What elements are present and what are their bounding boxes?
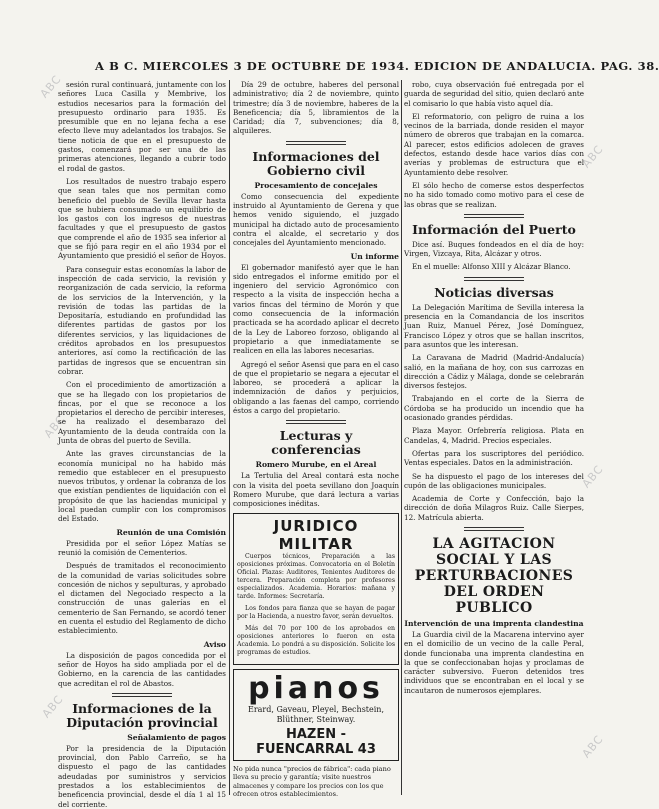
paragraph: El sólo hecho de comerse estos desperfectos no ha sido tomado como motivo para el cese de las obras que se realizan.	[404, 180, 584, 209]
paragraph: Se ha dispuesto el pago de los intereses del cupón de las obligaciones municipales.	[404, 471, 584, 490]
paragraph: Agregó el señor Asensi que para en el caso de que el propietario se negara a ejecutar el laboreo, se procederá a aplicar la indemnización de daños y perjuicios, obligando a las faenas del campo, corriendo éstos a cargo del propietario.	[233, 359, 399, 416]
divider	[286, 420, 346, 424]
watermark: ABC	[41, 412, 68, 441]
watermark: ABC	[579, 142, 606, 171]
column-2	[233, 80, 399, 798]
subheading: Procesamiento de concejales	[254, 180, 378, 190]
paragraph: sesión rural continuará, juntamente con los señores Luca Casilla y Membrive, los estudios necesarios para la formación del presupuesto ordinario para 1935. Es presumible que en no lejana fecha a ese efecto lleve muy adelantados los trabajos. Se tiene noticia de que en el presupuesto de gastos, comenzará por ser una de las primeras atenciones, llegando a cubrir todo el rodal de gastos.	[58, 80, 226, 173]
watermark: ABC	[579, 732, 606, 761]
paragraph: Trabajando en el corte de la Sierra de Córdoba se ha producido un incendio que ha ocasionado grandes pérdidas.	[404, 394, 584, 423]
paragraph: La Caravana de Madrid (Madrid-Andalucía) salió, en la mañana de hoy, con sus carrozas en dirección a Cádiz y Málaga, donde se celebrarán diversos festejos.	[404, 353, 584, 391]
paragraph: La Tertulia del Areal contará esta noche con la visita del poeta sevillano don Joaquín Romero Murube, que dará lectura a varias composiciones inéditas.	[233, 471, 399, 509]
headline: LA AGITACION SOCIAL Y LAS PERTURBACIONES DEL ORDEN PUBLICO	[414, 535, 574, 616]
divider	[112, 693, 172, 697]
store-address: HAZEN - FUENCARRAL 43	[256, 726, 376, 757]
paragraph: Como consecuencia del expediente instruido al Ayuntamiento de Gerena y que hemos venido siguiendo, el juzgado municipal ha dictado auto de procesamiento contra el alcalde, el secretario y dos concejales del Ayuntamiento mencionado.	[233, 191, 399, 248]
watermark: ABC	[37, 72, 64, 101]
paragraph: Academia de Corte y Confección, bajo la dirección de doña Milagros Ruiz. Calle Sierpes, 12. Matrícula abierta.	[404, 494, 584, 522]
headline: Información del Puerto	[412, 221, 576, 237]
paragraph: Los resultados de nuestro trabajo espero que sean tales que nos permitan como beneficio del pueblo de Sevilla llevar hasta que se hubiera consumado un equilibrio de los gastos con los ingresos de nuestras facultades y que el presupuesto de gastos que comprende el año de 1935 sea inferior al que se fijó para regir en el año 1934 por el Ayuntamiento que presidió el señor de Hoyos.	[58, 176, 226, 261]
divider	[286, 141, 346, 145]
subheading: Romero Murube, en el Areal	[255, 460, 377, 470]
column-rule	[401, 80, 402, 795]
headline: Informaciones de la Diputación provincial	[66, 700, 218, 730]
divider	[464, 277, 524, 281]
paragraph: Dice así. Buques fondeados en el día de hoy: Virgen, Vizcaya, Rita, Alcázar y otros.	[404, 239, 584, 259]
pianos-ad	[233, 669, 399, 761]
ad-text: Cuerpos técnicos, Preparación a las oposiciones próximas. Convocatoria en el Boletín Oficial. Plazas: Auditores, Tenientes Auditores de tercera. Preparación completa por profesores especializados. Academia. Horarios: mañana y tarde. Informes: Secretaría.	[237, 552, 395, 600]
headline: Lecturas y conferencias	[271, 428, 361, 458]
headline: Informaciones del Gobierno civil	[252, 148, 380, 178]
paragraph: En el muelle: Alfonso XIII y Alcázar Blanco.	[412, 262, 571, 272]
paragraph: Ante las graves circunstancias de la economía municipal no ha habido más remedio que establecer en el presupuesto nuevos tributos, y ordenar la cobranza de los que existían pendientes de liquidación con el propósito de que las haciendas municipal y local puedan cumplir con los compromisos del Estado.	[58, 449, 226, 524]
paragraph: Ofertas para los suscriptores del periódico. Ventas especiales. Datos en la administración.	[404, 448, 584, 468]
column-3	[404, 80, 584, 798]
watermark: ABC	[579, 462, 606, 491]
subheading: Reunión de una Comisión	[116, 527, 226, 537]
divider	[464, 214, 524, 218]
paragraph: Día 29 de octubre, haberes del personal administrativo; día 2 de noviembre, quinto trimestre; día 3 de noviembre, haberes de la Beneficencia; día 5, libramientos de la Caridad; día 7, subvenciones; día 8, alquileres.	[233, 80, 399, 136]
paragraph: Para conseguir estas economías la labor de inspección de cada servicio, la revisión y reorganización de cada servicio, la reforma de los servicios de la Intervención, y la revisión de todas las partidas de la Depositaría, estudiando en profundidad las diferentes partidas de gastos por los diferentes servicios, y las liquidaciones de créditos aprobados en los presupuestos anteriores, así como la rectificación de las partidas de ingresos que se encuentran sin cobrar.	[58, 264, 226, 376]
paragraph: Presidida por el señor López Matías se reunió la comisión de Cementerios.	[58, 538, 226, 557]
ad-title: JURIDICO MILITAR	[273, 516, 359, 553]
subheading: Intervención de una imprenta clandestina	[404, 618, 584, 628]
paragraph: La Guardia civil de la Macarena intervino ayer en el domicilio de un vecino de la calle Peral, donde funcionaba una imprenta clandestina en la que se confeccionaban hojas y proclamas de carácter subversivo. Fueron detenidos tres individuos que se encontraban en el local y se incautaron de numerosos ejemplares.	[404, 629, 584, 695]
paragraph: Plaza Mayor. Orfebrería religiosa. Plata en Candelas, 4, Madrid. Precios especiales.	[404, 426, 584, 445]
paragraph: Con el procedimiento de amortización a que se ha llegado con los propietarios de fincas, por el que se reconoce a los propietarios el derecho de percibir intereses, se ha realizado el desembarazo del Ayuntamiento de la deuda contraída con la Junta de obras del puerto de Sevilla.	[58, 380, 226, 445]
divider	[464, 527, 524, 531]
page-header: A B C. MIERCOLES 3 DE OCTUBRE DE 1934. EDICION DE ANDALUCIA. PAG. 38.	[95, 59, 659, 73]
paragraph: La disposición de pagos concedida por el señor de Hoyos ha sido ampliada por el de Gobierno, en la carencia de las cantidades que acreditan el rol de Abastos.	[58, 650, 226, 688]
ad-text: Los fondos para fianza que se hayan de pagar por la Hacienda, a nuestro favor, serán devueltos.	[237, 604, 395, 620]
subheading: Aviso	[203, 639, 226, 649]
paragraph: Por la presidencia de la Diputación provincial, don Pablo Carreño, se ha dispuesto el pago de las cantidades adeudadas por suministros y servicios prestados a los establecimientos de beneficencia provincial, desde el día 1 al 15 del corriente.	[58, 743, 226, 809]
ad-text: Más del 70 por 100 de los aprobados en oposiciones anteriores lo fueron en esta Academia. Lo pondrá a su disposición. Solicite los programas de estudios.	[237, 624, 395, 656]
column-rule	[229, 80, 230, 795]
ad-note: No pida nunca "precios de fábrica": cada piano lleva su precio y garantía; visite nuestros almacenes y compare los precios con los que ofrecen otros establecimientos.	[233, 764, 391, 798]
column-1	[58, 80, 226, 809]
juridico-militar-ad	[233, 513, 399, 665]
paragraph: Después de tramitados el reconocimiento de la comunidad de varias solicitudes sobre concesión de nichos y sepulturas, y aprobado el dictamen del Negociado respecto a la construcción de unas galerías en el cementerio de San Fernando, se acordó tener en cuenta el estudio del Reglamento de dicho establecimiento.	[58, 561, 226, 636]
paragraph: El gobernador manifestó ayer que le han sido entregados el informe emitido por el ingeniero del servicio Agronómico con respecto a la visita de inspección hecha a varios fincas del término de Morón y que como consecuencia de la información practicada se ha acordado aplicar el decreto de la Ley de Laboreo forzoso, obligando al propietario a que inmediatamente se realicen en ella las labores necesarias.	[233, 262, 399, 356]
subheading: Señalamiento de pagos	[127, 732, 226, 742]
paragraph: robo, cuya observación fué entregada por el guarda de seguridad del sitio, quien declaró ante el comisario lo que había visto aquel día.	[404, 80, 584, 108]
headline: Noticias diversas	[434, 284, 554, 300]
brands-list: Erard, Gaveau, Pleyel, Bechstein, Blüthner, Steinway.	[247, 704, 384, 724]
watermark: ABC	[39, 692, 66, 721]
subheading: Un informe	[350, 251, 399, 261]
pianos-title: pianos	[248, 670, 384, 706]
paragraph: El reformatorio, con peligro de ruina a los vecinos de la barriada, donde residen el mayor número de obreros que trabajan en la comarca. Al parecer, estos edificios adolecen de graves defectos, estando desde hace varios días con averías y problemas de estructura que el Ayuntamiento debe resolver.	[404, 111, 584, 177]
paragraph: La Delegación Marítima de Sevilla interesa la presencia en la Comandancia de los inscritos Juan Ruiz, Manuel Pérez, José Domínguez, Francisco López y otros que se hallan inscritos, para asuntos que les interesan.	[404, 302, 584, 349]
